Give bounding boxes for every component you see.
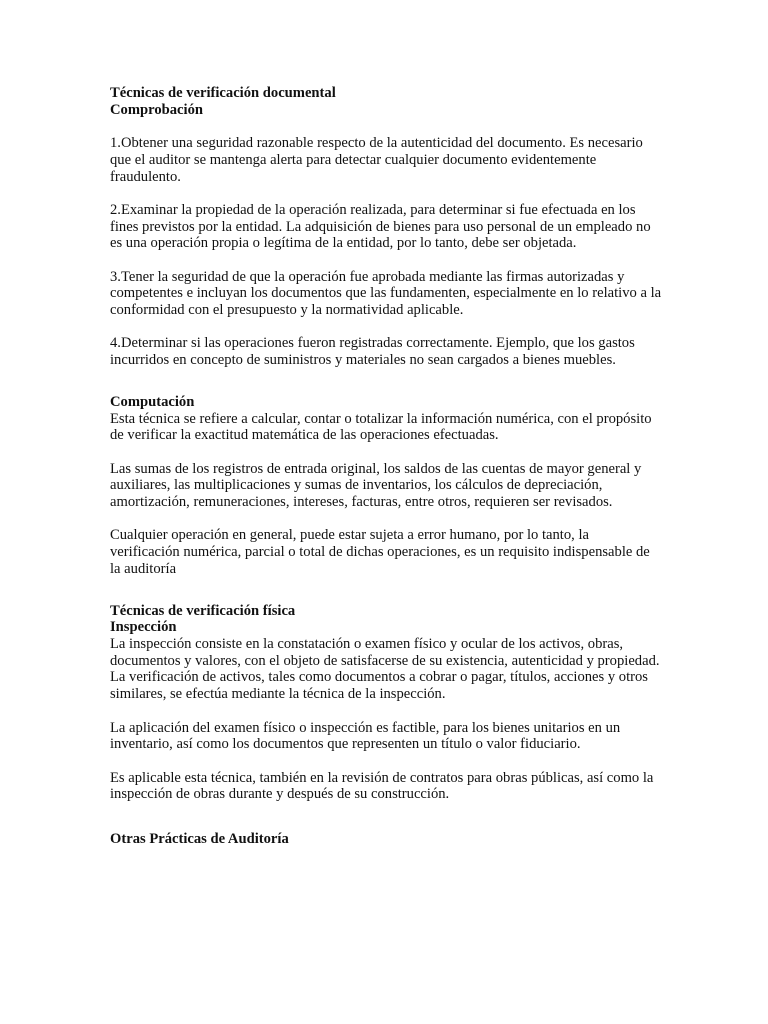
paragraph-7: Cualquier operación en general, puede estar sujeta a error humano, por lo tanto, la verificación numérica, parcial o total de dichas operaciones, es un requisito indispensable de la auditoría	[110, 527, 650, 577]
subsection-title-computacion: Computación	[110, 393, 195, 410]
paragraph-6: Las sumas de los registros de entrada original, los saldos de las cuentas de mayor general y auxiliares, las multiplicaciones y sumas de inventarios, los cálculos de depreciación, amortización, remuneraciones, intereses, facturas, entre otros, requieren ser revisados.	[110, 460, 642, 511]
paragraph-4: 4.Determinar si las operaciones fueron registradas correctamente. Ejemplo, que los gastos incurridos en concepto de suministros y materiales no sean cargados a bienes muebles.	[110, 335, 635, 369]
paragraph-10: Es aplicable esta técnica, también en la revisión de contratos para obras públicas, así como la inspección de obras durante y después de su construcción.	[110, 769, 654, 803]
subsection-title-inspeccion: Inspección	[110, 619, 177, 636]
document-page	[110, 85, 662, 848]
section-title-otras-practicas: Otras Prácticas de Auditoría	[110, 831, 289, 847]
subsection-title-comprobacion: Comprobación	[110, 101, 203, 118]
paragraph-9: La aplicación del examen físico o inspección es factible, para los bienes unitarios en un inventario, así como los documentos que representen un título o valor fiduciario.	[110, 719, 621, 753]
paragraph-8: La inspección consiste en la constatación o examen físico y ocular de los activos, obras, documentos y valores, con el objeto de satisfacerse de su existencia, autenticidad y propiedad. La verificación de activos, tales como documentos a cobrar o pagar, títulos, acciones y otros similares, se efectúa mediante la técnica de la inspección.	[110, 636, 660, 703]
paragraph-2: 2.Examinar la propiedad de la operación realizada, para determinar si fue efectuada en los fines previstos por la entidad. La adquisición de bienes para uso personal de un empleado no es una operación propia o legítima de la entidad, por lo tanto, debe ser objetada.	[110, 201, 651, 252]
section-title-fisica: Técnicas de verificación física	[110, 602, 296, 619]
section-title-documental: Técnicas de verificación documental	[110, 85, 336, 101]
paragraph-3: 3.Tener la seguridad de que la operación fue aprobada mediante las firmas autorizadas y competentes e incluyan los documentos que las fundamenten, especialmente en lo relativo a la conformidad con el presupuesto y la normatividad aplicable.	[110, 268, 662, 319]
paragraph-1: 1.Obtener una seguridad razonable respecto de la autenticidad del documento. Es necesario que el auditor se mantenga alerta para detectar cualquier documento evidentemente fraudulento.	[110, 135, 643, 185]
paragraph-5: Esta técnica se refiere a calcular, contar o totalizar la información numérica, con el propósito de verificar la exactitud matemática de las operaciones efectuadas.	[110, 410, 652, 444]
